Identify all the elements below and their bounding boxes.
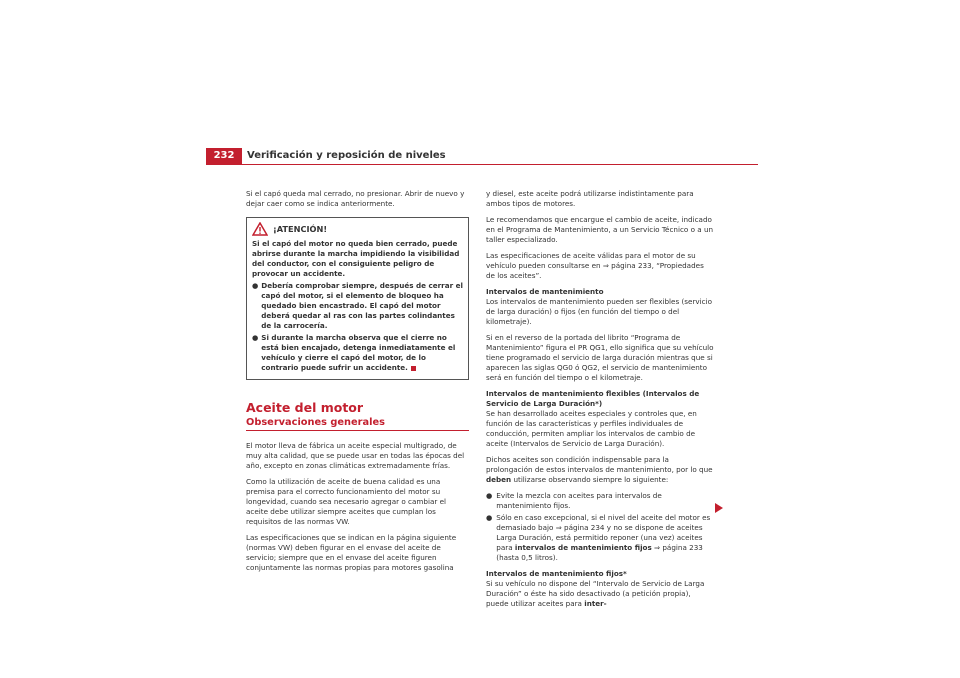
warning-box (246, 217, 469, 380)
paragraph: Como la utilización de aceite de buena calidad es una premisa para el correcto funcionamiento del motor su longevidad, cuando sea necesario agregar o cambiar el aceite debe utilizar siempre aceites que cumplan los requisitos de las normas VW. (246, 477, 447, 526)
continue-arrow-icon (715, 503, 723, 513)
bullet-icon: ● (486, 491, 493, 500)
warning-triangle-icon (252, 222, 268, 236)
list-item (486, 491, 714, 511)
heading-fixed-intervals (486, 569, 714, 579)
heading-text: Intervalos de mantenimiento flexibles (Intervalos de Servicio de Larga Duración*) (486, 389, 700, 408)
warning-bullet-text (261, 333, 463, 373)
end-of-section-icon (411, 366, 416, 371)
warning-paragraph: Si el capó del motor no queda bien cerrado, puede abrirse durante la marcha impidiendo la visibilidad del conductor, con el consiguiente peligro de provocar un accidente. (252, 239, 460, 278)
section-title: Aceite del motor (246, 400, 364, 415)
paragraph: Le recomendamos que encargue el cambio de aceite, indicado en el Programa de Mantenimiento, a un Servicio Técnico o a un taller especializado. (486, 215, 714, 244)
text-run: Sólo en caso excepcional, si el nivel del aceite del motor es demasiado bajo ⇒ página 234 y no se dispone de aceites Larga Duración, está permitido reponer (una vez) aceites para (496, 513, 711, 552)
text-run: Si su vehículo no dispone del “Intervalo de Servicio de Larga Duración” o éste ha sido desactivado (a petición propia), puede utilizar aceites para (486, 579, 705, 608)
header-rule (206, 164, 758, 165)
paragraph: Las especificaciones que se indican en la página siguiente (normas VW) deben figurar en el envase del aceite de servicio; siempre que en el envase del aceite figuren conjuntamente las normas propias para motores gasolina (246, 533, 457, 572)
warning-title: ¡ATENCIÓN! (273, 224, 328, 234)
text-run: utilizarse observando siempre lo siguiente: (511, 475, 669, 484)
bullet-icon: ● (252, 333, 259, 342)
right-column (486, 189, 714, 615)
heading-flexible-intervals (486, 389, 714, 409)
warning-bullet-text-content: Si durante la marcha observa que el cierre no está bien encajado, detenga inmediatamente el vehículo y cierre el capó del motor, de lo contrario puede sufrir un accidente. (261, 333, 456, 372)
left-column (246, 189, 469, 579)
paragraph: El motor lleva de fábrica un aceite especial multigrado, de muy alta calidad, que se puede usar en todas las épocas del año, excepto en zonas climáticas extremadamente frías. (246, 441, 465, 470)
paragraph: Las especificaciones de aceite válidas para el motor de su vehículo pueden consultarse en ⇒ página 233, “Propiedades de los aceites”. (486, 251, 704, 280)
warning-bullet-text: Debería comprobar siempre, después de cerrar el capó del motor, si el elemento de bloqueo ha quedado bien encastrado. El capó del motor deberá quedar al ras con las partes colindantes de la carrocería. (261, 281, 463, 330)
warning-bullet (252, 281, 463, 331)
text-run-bold: inter- (584, 599, 607, 608)
heading-text: Intervalos de mantenimiento fijos* (486, 569, 627, 578)
text-run: Dichos aceites son condición indispensable para la prolongación de estos intervalos de mantenimiento, por lo que (486, 455, 713, 474)
list-item (486, 513, 714, 563)
subsection-rule (246, 430, 469, 431)
paragraph: y diesel, este aceite podrá utilizarse indistintamente para ambos tipos de motores. (486, 189, 694, 208)
page-number: 232 (206, 148, 242, 164)
text-run: ⇒ página 233 (hasta 0,5 litros). (496, 543, 703, 562)
subsection-title: Observaciones generales (246, 417, 385, 428)
bullet-icon: ● (486, 513, 493, 522)
warning-bullet (252, 333, 463, 373)
text-run-bold: intervalos de mantenimiento fijos (514, 543, 652, 552)
paragraph: Los intervalos de mantenimiento pueden ser flexibles (servicio de larga duración) o fijos (en función del tiempo o del kilometraje). (486, 297, 713, 326)
paragraph: Si en el reverso de la portada del librito “Programa de Mantenimiento” figura el PR QG1, ello significa que su vehículo tiene programado el servicio de larga duración mientras que si aparecen las siglas QG0 ó QG2, el servicio de mantenimiento será en función del tiempo o el kilometraje. (486, 333, 714, 382)
heading-text: Intervalos de mantenimiento (486, 287, 604, 296)
list-item-text (496, 513, 714, 563)
intro-paragraph: Si el capó queda mal cerrado, no presionar. Abrir de nuevo y dejar caer como se indica anteriormente. (246, 189, 465, 208)
text-run-bold: deben (486, 475, 512, 484)
warning-header (252, 222, 463, 236)
heading-maintenance-intervals (486, 287, 714, 297)
page-header-title: Verificación y reposición de niveles (247, 150, 446, 161)
list-item-text: Evite la mezcla con aceites para intervalos de mantenimiento fijos. (496, 491, 662, 510)
paragraph (486, 579, 714, 609)
paragraph: Se han desarrollado aceites especiales y controles que, en función de las características y perfiles individuales de conducción, permiten ampliar los intervalos de cambio de aceite (Intervalos de Servicio de Larga Duración). (486, 409, 697, 448)
paragraph (486, 455, 714, 485)
bullet-icon: ● (252, 281, 259, 290)
